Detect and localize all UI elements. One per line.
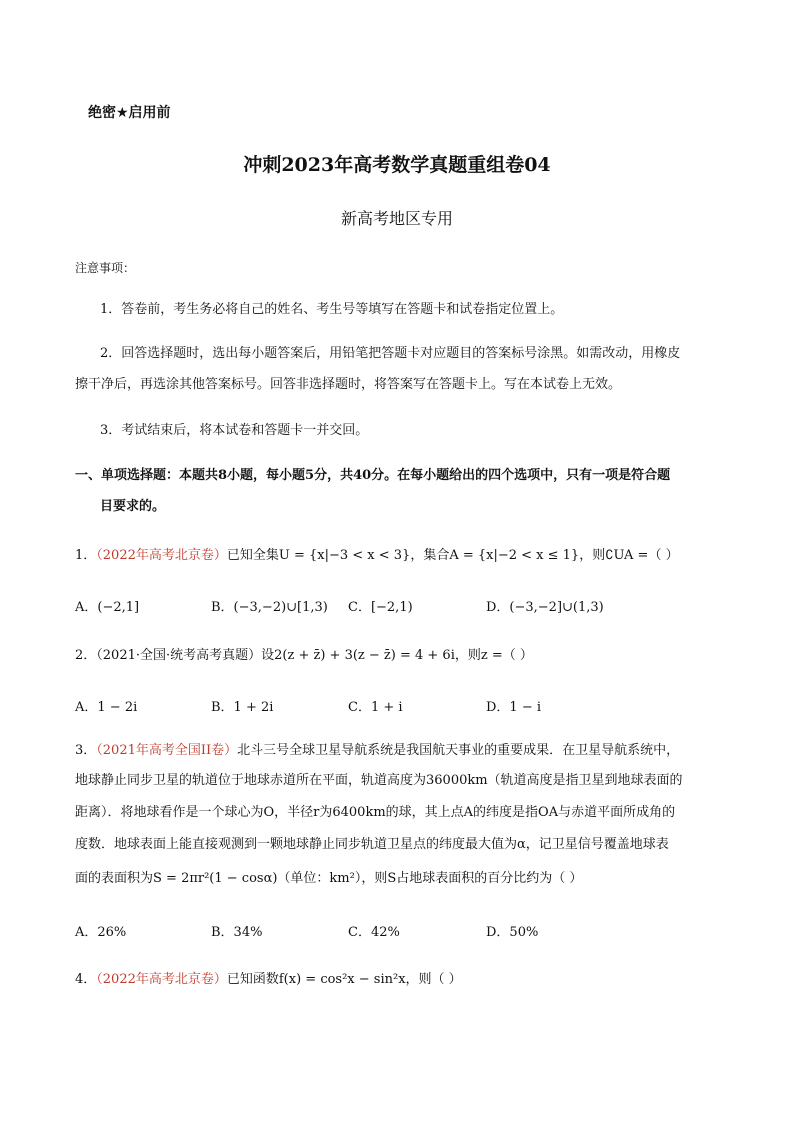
notice-heading: 注意事项：	[75, 261, 136, 275]
notice-item-2-cont: 擦干净后，再选涂其他答案标号。回答非选择题时，将答案写在答题卡上。写在本试卷上无效。	[75, 377, 622, 392]
question-text: 已知全集U = {x|−3 < x < 3}，集合A = {x|−2 < x ≤ 1}，则∁UA =（ ）	[226, 548, 679, 563]
q2-option-c: C．1 + i	[348, 700, 403, 715]
section-heading-cont: 目要求的。	[100, 499, 166, 514]
q3-option-d: D．50%	[486, 925, 539, 940]
question-4	[75, 970, 462, 990]
notice-item-2: 2．回答选择题时，选出每小题答案后，用铅笔把答题卡对应题目的答案标号涂黑。如需改动，用橡皮	[100, 346, 681, 361]
question-number: 2．	[75, 648, 97, 663]
question-3-line-5: 面的表面积为S = 2πr²(1 − cosα)（单位：km²），则S占地球表面积的百分比约为（ ）	[75, 871, 583, 886]
secret-label: 绝密★启用前	[88, 105, 171, 121]
question-3-line-2: 地球静止同步卫星的轨道位于地球赤道所在平面，轨道高度为36000km（轨道高度是指卫星到地球表面的	[75, 773, 683, 788]
question-source: （2021年高考全国II卷）	[96, 743, 238, 758]
section-heading: 一、单项选择题：本题共8小题，每小题5分，共40分。在每小题给出的四个选项中，只有一项是符合题	[75, 468, 671, 483]
q2-option-a: A．1 − 2i	[75, 700, 138, 715]
q3-option-a: A．26%	[75, 925, 127, 940]
question-number: 3．	[75, 743, 97, 758]
question-number: 1．	[75, 548, 97, 563]
notice-item-1: 1．答卷前，考生务必将自己的姓名、考生号等填写在答题卡和试卷指定位置上。	[100, 302, 564, 317]
q1-option-c: C．[−2,1)	[348, 600, 413, 615]
question-text: 设2(z + z̄) + 3(z − z̄) = 4 + 6i，则z =（ ）	[261, 648, 533, 663]
question-2	[75, 646, 533, 666]
q2-option-b: B．1 + 2i	[211, 700, 274, 715]
question-3-line-3: 距离）．将地球看作是一个球心为O，半径r为6400km的球，其上点A的纬度是指OA与赤道平面所成角的	[75, 805, 676, 820]
q1-option-b: B．(−3,−2)∪[1,3)	[211, 600, 328, 615]
question-number: 4．	[75, 972, 97, 987]
q1-option-d: D．(−3,−2]∪(1,3)	[486, 600, 604, 615]
q1-option-a: A．(−2,1]	[75, 600, 140, 615]
q3-option-c: C．42%	[348, 925, 400, 940]
page-title: 冲刺2023年高考数学真题重组卷04	[243, 154, 551, 176]
question-3	[75, 741, 679, 761]
q3-option-b: B．34%	[211, 925, 263, 940]
notice-item-3: 3．考试结束后，将本试卷和答题卡一并交回。	[100, 423, 369, 438]
question-source: （2022年高考北京卷）	[96, 548, 227, 563]
page-subtitle: 新高考地区专用	[340, 209, 453, 228]
question-text: 已知函数f(x) = cos²x − sin²x，则（ ）	[226, 972, 462, 987]
question-text-line-1: 北斗三号全球卫星导航系统是我国航天事业的重要成果．在卫星导航系统中，	[237, 743, 680, 758]
question-1	[75, 546, 679, 566]
question-source: （2022年高考北京卷）	[96, 972, 227, 987]
q2-option-d: D．1 − i	[486, 700, 542, 715]
question-source: （2021·全国·统考高考真题）	[96, 648, 262, 663]
question-3-line-4: 度数．地球表面上能直接观测到一颗地球静止同步轨道卫星点的纬度最大值为α，记卫星信号覆盖地球表	[75, 837, 669, 852]
